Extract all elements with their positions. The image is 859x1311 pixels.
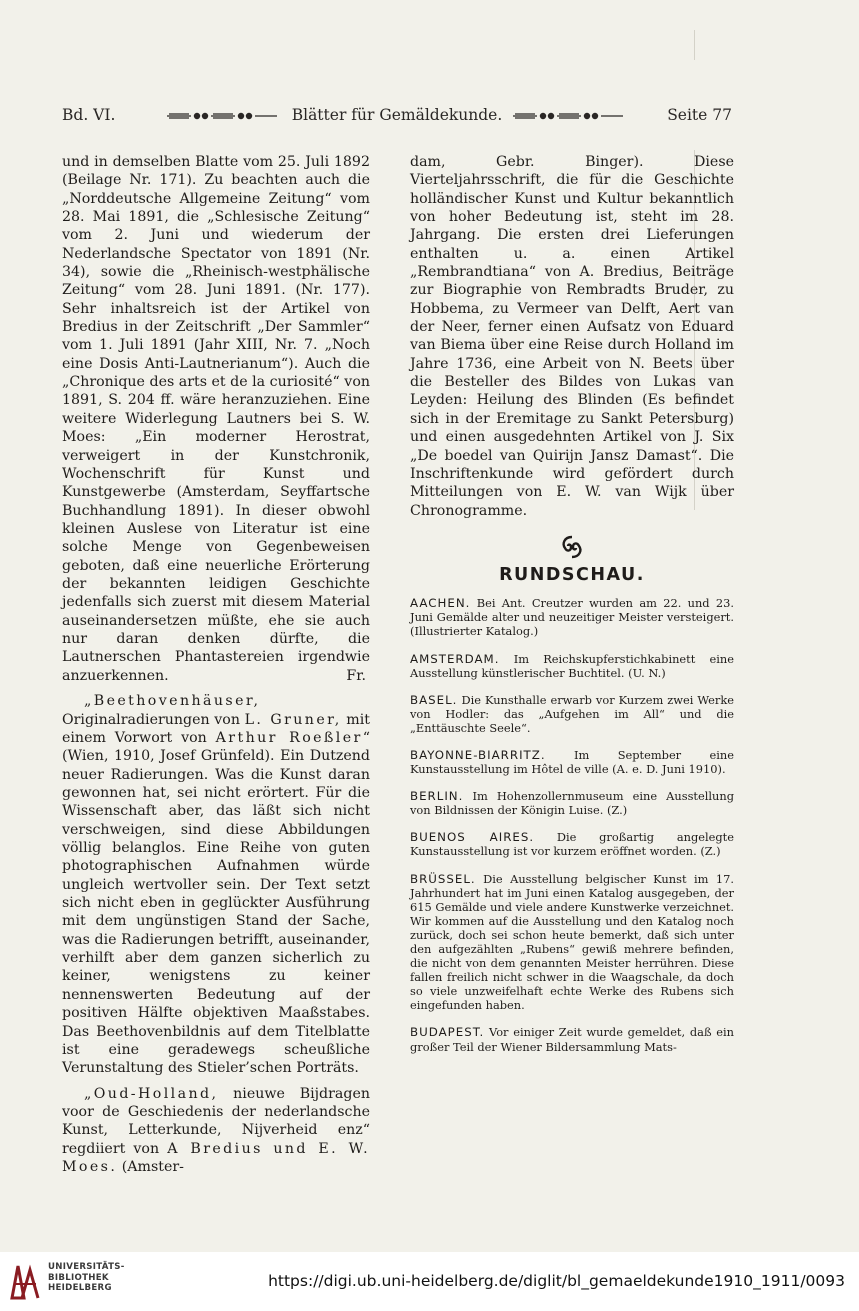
news-place: BERLIN. bbox=[410, 789, 464, 804]
news-item: BERLIN. Im Hohenzollernmuseum eine Ausstellung von Bildnissen der Königin Luise. (Z.) bbox=[410, 789, 734, 818]
journal-name: „Oud-Holland, bbox=[84, 1085, 219, 1102]
paragraph-text: dam, Gebr. Binger). Diese Vierteljahrsschrift, die für die Geschichte holländischer Kunst und Kultur bekanntlich von hoher Bedeutung ist, steht im 28. Jahrgang. Die ersten drei Lieferungen enthalten u. a. einen Artikel „Rembrandtiana“ von A. Bredius, Beiträge zur Biographie von Rembradts Bruder, zu Hobbema, zu Vermeer van Delft, Aert van der Neer, ferner einen Aufsatz von Eduard van Biema über eine Reise durch Holland im Jahre 1736, eine Arbeit von N. Beets über die Besteller des Bildes von Lukas van Leyden: Heilung des Blinden (Es befindet sich in der Eremitage zu Sankt Petersburg) und einen ausgedehnten Artikel von J. Six „De boedel van Quirijn Jansz Damast“. Die Inschriftenkunde wird gefördert durch Mitteilungen von E. W. van Wijk über Chronogramme. bbox=[410, 154, 734, 519]
signature: Fr. bbox=[346, 667, 366, 684]
ornament-left-icon bbox=[165, 111, 283, 121]
author-name: Arthur Roeßler bbox=[215, 730, 363, 746]
news-item: BUENOS AIRES. Die großartig angelegte Kunstausstellung ist vor kurzem eröffnet worden. (Z.) bbox=[410, 830, 735, 859]
institution-name[interactable]: UNIVERSITÄTS- BIBLIOTHEK HEIDELBERG bbox=[48, 1262, 125, 1294]
journal-title-row bbox=[62, 106, 732, 124]
paragraph bbox=[62, 153, 370, 685]
permalink-url[interactable]: https://digi.ub.uni-heidelberg.de/diglit/bl_gemaeldekunde1910_1911/0093 bbox=[268, 1272, 845, 1290]
news-item: AACHEN. Bei Ant. Creutzer wurden am 22. und 23. Juni Gemälde alter und neuzeitiger Meister versteigert. (Illustrierter Katalog.) bbox=[410, 596, 734, 639]
paragraph bbox=[410, 153, 734, 520]
section-heading: RUNDSCHAU. bbox=[499, 564, 645, 585]
book-title: „Beethovenhäuser, bbox=[84, 693, 261, 710]
page-number: Seite 77 bbox=[667, 106, 732, 124]
ornament-right-icon bbox=[511, 111, 629, 121]
news-place: BAYONNE-BIARRITZ. bbox=[410, 747, 546, 762]
news-place: BRÜSSEL. bbox=[410, 871, 476, 886]
volume-label: Bd. VI. bbox=[62, 106, 116, 124]
news-item: BASEL. Die Kunsthalle erwarb vor Kurzem zwei Werke von Hodler: das „Aufgehen im All“ und die „Enttäuschte Seele“. bbox=[410, 692, 734, 735]
viewer-footer bbox=[0, 1252, 859, 1311]
news-item: BRÜSSEL. Die Ausstellung belgischer Kunst im 17. Jahrhundert hat im Juni einen Katalog ausgegeben, der 615 Gemälde und viele andere Kunstwerke verzeichnet. Wir kommen auf die Ausstellung und den Katalog noch zurück, doch sei schon heute bemerkt, daß sich unter den aufgezählten „Rubens“ gewiß mehrere befinden, die nicht von dem genannten Meister herrühren. Diese fallen freilich nicht schwer in die Waagschale, da doch so viele unzweifelhaft echte Werke des Rubens sich eingefunden haben. bbox=[410, 871, 735, 1013]
artist-name: L. Gruner, bbox=[244, 711, 342, 728]
page-fold-line bbox=[694, 30, 695, 60]
editor-names: A Bredius und E. W. Moes. bbox=[62, 1140, 370, 1175]
right-column bbox=[410, 153, 734, 1067]
paragraph: „Oud-Holland, nieuwe Bijdragen voor de Geschiedenis der nederlandsche Kunst, Letterkunde, Nijverheid enz“ regdiiert von A Bredius und E. W. Moes. (Amster- bbox=[62, 1085, 370, 1175]
left-column bbox=[62, 153, 370, 1176]
news-place: BASEL. bbox=[410, 692, 458, 707]
news-item: AMSTERDAM. Im Reichskupferstichkabinett eine Ausstellung künstlerischer Buchtitel. (U. N.) bbox=[410, 651, 734, 680]
news-place: AMSTERDAM. bbox=[410, 651, 500, 666]
news-place: AACHEN. bbox=[410, 596, 471, 611]
journal-title: Blätter für Gemäldekunde. bbox=[291, 106, 503, 124]
news-place: BUDAPEST. bbox=[410, 1025, 485, 1040]
paragraph-text: und in demselben Blatte vom 25. Juli 1892 (Beilage Nr. 171). Zu beachten auch die „Norddeutsche Allgemeine Zeitung“ vom 28. Mai 1891, die „Schlesische Zeitung“ vom 2. Juni und wiederum der Nederlandsche Spectator von 1891 (Nr. 34), sowie die „Rheinisch-westphälische Zeitung“ vom 28. Juni 1891. (Nr. 177). Sehr inhaltsreich ist der Artikel von Bredius in der Zeitschrift „Der Sammler“ vom 1. Juli 1891 (Jahr XIII, Nr. 7. „Noch eine Dosis Anti-Lautnerianum“). Auch die „Chronique des arts et de la curiosité“ von 1891, S. 204 ff. wäre heranzuziehen. Eine weitere Widerlegung Lautners bei S. W. Moes: „Ein moderner Herostrat, verweigert in der Kunstchronik, Wochenschrift für Kunst und Kunstgewerbe (Amsterdam, Seyffartsche Buchhandlung 1891). In dieser obwohl kleinen Auslese von Literatur ist eine solche Menge von Gegenbeweisen geboten, daß eine neuerliche Erörterung der bekannten leidigen Geschichte jedenfalls sich zuerst mit diesem Material auseinandersetzen müßte, ehe sie auch nur daran denken dürfte, die Lautnerschen Phantastereien irgendwie anzuerkennen. bbox=[62, 154, 370, 684]
news-place: BUENOS AIRES. bbox=[410, 830, 535, 845]
running-header bbox=[62, 106, 732, 132]
paragraph: „Beethovenhäuser, Originalradierungen von L. Gruner, mit einem Vorwort von Arthur Roeßler“ (Wien, 1910, Josef Grünfeld). Ein Dutzend neuer Radierungen. Was die Kunst daran gewonnen hat, sei nicht erörtert. Für die Wissenschaft aber, das läßt sich nicht verschweigen, sind diese Abbildungen völlig belanglos. Eine Reihe von guten photographischen Aufnahmen würde ungleich wertvoller sein. Der Text setzt sich nicht eben in geglückter Ausführung mit dem ungünstigen Stand der Sache, was die Radierungen betrifft, auseinander, verhilft aber dem ganzen sicherlich zu keiner, wenigstens zu keiner nennenswerten Bedeutung auf der positiven Hälfte objektiven Maaßstabes. Das Beethovenbildnis auf dem Titelblatte ist eine geradewegs scheußliche Verunstaltung des Stieler’schen Porträts. bbox=[62, 693, 370, 1077]
news-item: BUDAPEST. Vor einiger Zeit wurde gemeldet, daß ein großer Teil der Wiener Bildersammlung Mats- bbox=[410, 1025, 734, 1054]
university-library-logo-icon[interactable] bbox=[8, 1260, 42, 1302]
ornamental-vignette-icon bbox=[559, 534, 585, 560]
news-item: BAYONNE-BIARRITZ. Im September eine Kunstausstellung im Hôtel de ville (A. e. D. Juni 1910). bbox=[410, 747, 734, 777]
